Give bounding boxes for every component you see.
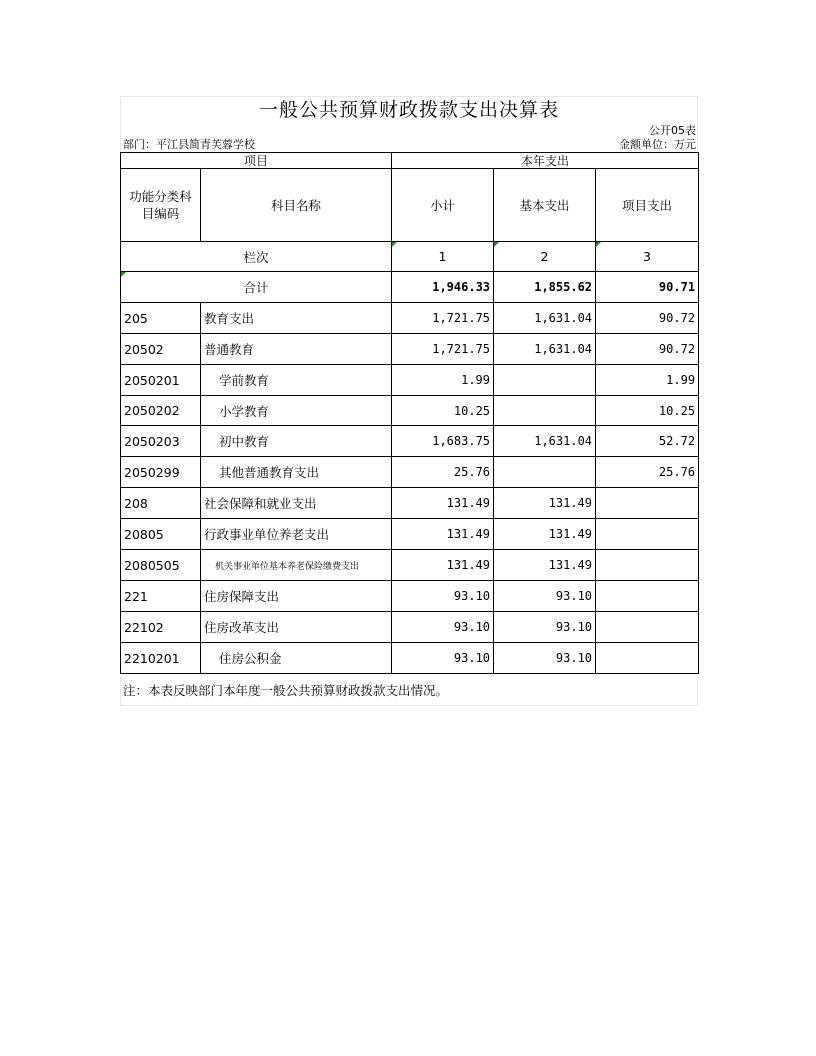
column-order-label: 栏次 [121,242,392,272]
row-name: 其他普通教育支出 [201,457,392,488]
sheet-gridline [120,122,121,152]
row-name: 普通教育 [201,334,392,365]
total-subtotal: 1,946.33 [392,272,494,303]
row-subtotal: 131.49 [392,550,494,581]
row-name: 机关事业单位基本养老保险缴费支出 [201,550,392,581]
row-project: 52.72 [596,426,699,457]
header-current-year: 本年支出 [392,153,699,169]
row-basic: 93.10 [494,612,596,643]
row-project [596,581,699,612]
row-basic: 1,631.04 [494,426,596,457]
table-row [121,643,699,674]
row-subtotal: 93.10 [392,612,494,643]
column-1: 1 [392,242,494,272]
row-name: 学前教育 [201,365,392,396]
header-row-1 [121,153,699,169]
row-subtotal: 10.25 [392,396,494,426]
row-project: 10.25 [596,396,699,426]
row-code: 2050299 [121,457,201,488]
row-basic: 131.49 [494,488,596,519]
table-row [121,550,699,581]
row-project [596,643,699,674]
row-code: 2210201 [121,643,201,674]
row-basic [494,396,596,426]
row-name: 教育支出 [201,303,392,334]
total-basic: 1,855.62 [494,272,596,303]
header-subject-name: 科目名称 [201,169,392,242]
table-row [121,426,699,457]
column-order-row [121,242,699,272]
row-name: 初中教育 [201,426,392,457]
row-code: 208 [121,488,201,519]
unit-label: 金额单位：万元 [619,138,696,151]
column-3: 3 [596,242,699,272]
row-code: 2050202 [121,396,201,426]
row-subtotal: 131.49 [392,519,494,550]
table-row [121,334,699,365]
row-code: 2080505 [121,550,201,581]
header-basic: 基本支出 [494,169,596,242]
table-row [121,581,699,612]
row-code: 2050201 [121,365,201,396]
row-code: 221 [121,581,201,612]
header-subtotal: 小计 [392,169,494,242]
row-subtotal: 93.10 [392,643,494,674]
row-project: 25.76 [596,457,699,488]
row-basic: 1,631.04 [494,303,596,334]
row-name: 住房改革支出 [201,612,392,643]
row-name: 小学教育 [201,396,392,426]
table-row [121,457,699,488]
header-row-2 [121,169,699,242]
header-func-code: 功能分类科目编码 [121,169,201,242]
row-subtotal: 93.10 [392,581,494,612]
row-name: 住房公积金 [201,643,392,674]
row-project: 90.72 [596,303,699,334]
row-code: 2050203 [121,426,201,457]
row-project: 1.99 [596,365,699,396]
row-name: 社会保障和就业支出 [201,488,392,519]
row-code: 20805 [121,519,201,550]
row-project [596,519,699,550]
row-subtotal: 1,683.75 [392,426,494,457]
header-project: 项目支出 [596,169,699,242]
row-code: 205 [121,303,201,334]
row-name: 行政事业单位养老支出 [201,519,392,550]
sheet-gridline [697,122,698,152]
table-row [121,303,699,334]
row-project [596,488,699,519]
row-code: 22102 [121,612,201,643]
row-project [596,612,699,643]
row-subtotal: 25.76 [392,457,494,488]
header-item: 项目 [121,153,392,169]
row-basic: 1,631.04 [494,334,596,365]
table-title: 一般公共预算财政拨款支出决算表 [120,96,698,122]
row-subtotal: 131.49 [392,488,494,519]
total-label: 合计 [121,272,392,303]
row-basic [494,365,596,396]
row-project [596,550,699,581]
row-code: 20502 [121,334,201,365]
row-subtotal: 1,721.75 [392,334,494,365]
row-subtotal: 1,721.75 [392,303,494,334]
footnote: 注：本表反映部门本年度一般公共预算财政拨款支出情况。 [120,676,698,706]
row-project: 90.72 [596,334,699,365]
expenditure-table [120,152,699,674]
table-row [121,612,699,643]
table-row [121,396,699,426]
column-2: 2 [494,242,596,272]
department-label: 部门：平江县简青芙蓉学校 [123,138,255,151]
row-name: 住房保障支出 [201,581,392,612]
table-row [121,365,699,396]
row-basic [494,457,596,488]
total-row [121,272,699,303]
row-basic: 131.49 [494,519,596,550]
row-subtotal: 1.99 [392,365,494,396]
table-row [121,488,699,519]
total-project: 90.71 [596,272,699,303]
row-basic: 93.10 [494,643,596,674]
table-row [121,519,699,550]
row-basic: 131.49 [494,550,596,581]
row-basic: 93.10 [494,581,596,612]
form-number: 公开05表 [649,124,696,137]
